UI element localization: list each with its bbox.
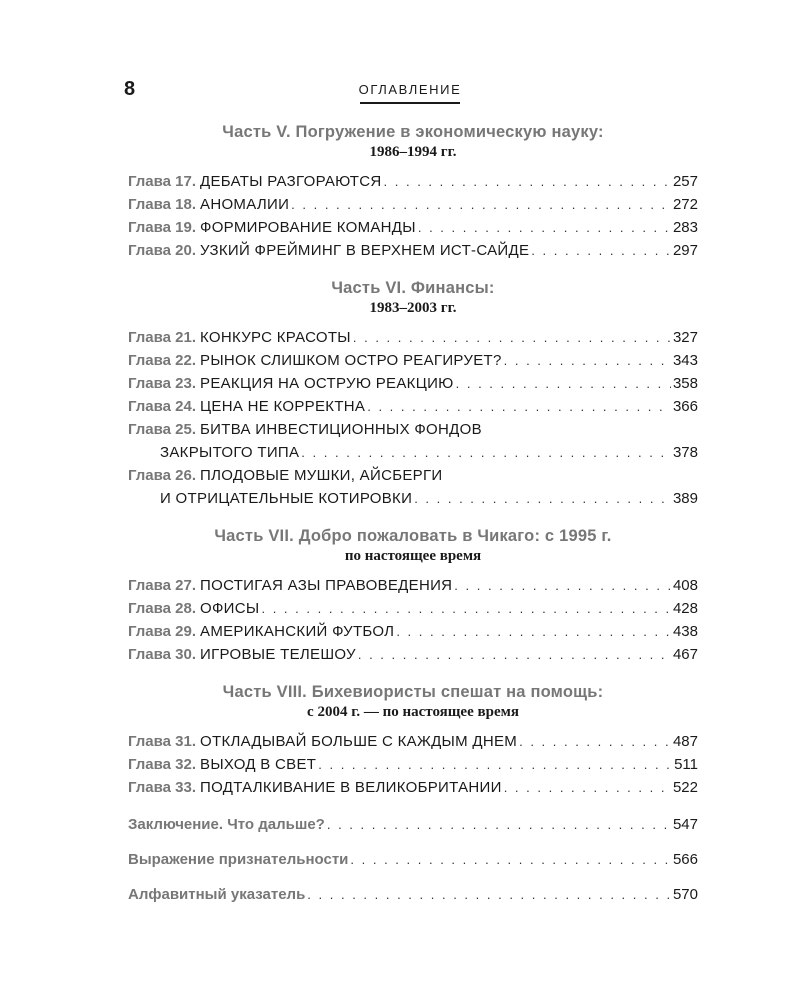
chapter-label: Глава 32.	[128, 756, 197, 773]
part-v	[128, 122, 698, 162]
leader-dots	[358, 643, 671, 666]
leader-dots	[367, 395, 671, 418]
toc-entry-backmatter[interactable]	[128, 848, 698, 871]
leader-dots	[384, 170, 671, 193]
chapter-title: ИГРОВЫЕ ТЕЛЕШОУ	[200, 646, 356, 663]
toc-entry-continuation[interactable]	[128, 441, 698, 464]
part-viii	[128, 682, 698, 722]
chapter-page: 358	[672, 375, 698, 392]
toc-entry[interactable]	[128, 776, 698, 799]
toc-entry[interactable]	[128, 239, 698, 262]
chapter-page: 487	[672, 733, 698, 750]
part-vii	[128, 526, 698, 566]
leader-dots	[454, 574, 671, 597]
chapter-page: 257	[672, 173, 698, 190]
chapter-list	[128, 170, 698, 262]
toc-entry[interactable]	[128, 395, 698, 418]
toc-entry[interactable]	[128, 753, 698, 776]
chapter-list	[128, 574, 698, 666]
chapter-label: Глава 27.	[128, 577, 197, 594]
toc-entry[interactable]	[128, 170, 698, 193]
leader-dots	[327, 813, 671, 836]
backmatter-label: Выражение признательности	[128, 851, 349, 868]
chapter-title: КОНКУРС КРАСОТЫ	[200, 329, 351, 346]
leader-dots	[396, 620, 671, 643]
part-title: Часть VI. Финансы:	[331, 279, 495, 297]
leader-dots	[261, 597, 670, 620]
chapter-page: 438	[672, 623, 698, 640]
toc-entry[interactable]	[128, 372, 698, 395]
chapter-label: Глава 28.	[128, 600, 197, 617]
chapter-label: Глава 33.	[128, 779, 197, 796]
chapter-page: 522	[672, 779, 698, 796]
leader-dots	[414, 487, 671, 510]
chapter-title: ПОДТАЛКИВАНИЕ В ВЕЛИКОБРИТАНИИ	[200, 779, 502, 796]
chapter-title: РЫНОК СЛИШКОМ ОСТРО РЕАГИРУЕТ?	[200, 352, 502, 369]
backmatter-list	[128, 813, 698, 906]
toc-entry[interactable]	[128, 193, 698, 216]
chapter-title: БИТВА ИНВЕСТИЦИОННЫХ ФОНДОВ	[200, 421, 482, 438]
chapter-page: 272	[672, 196, 698, 213]
chapter-label: Глава 23.	[128, 375, 197, 392]
chapter-title: ЦЕНА НЕ КОРРЕКТНА	[200, 398, 366, 415]
backmatter-page: 566	[672, 851, 698, 868]
toc-entry-backmatter[interactable]	[128, 883, 698, 906]
toc-entry[interactable]	[128, 216, 698, 239]
toc-entry[interactable]	[128, 464, 698, 487]
leader-dots	[291, 193, 671, 216]
chapter-title-continued: И ОТРИЦАТЕЛЬНЫЕ КОТИРОВКИ	[160, 490, 413, 507]
chapter-label: Глава 24.	[128, 398, 197, 415]
chapter-title: УЗКИЙ ФРЕЙМИНГ В ВЕРХНЕМ ИСТ-САЙДЕ	[200, 242, 530, 259]
chapter-label: Глава 29.	[128, 623, 197, 640]
leader-dots	[318, 753, 672, 776]
chapter-label: Глава 19.	[128, 219, 197, 236]
part-subtitle: по настоящее время	[344, 548, 482, 564]
part-vi	[128, 278, 698, 318]
leader-dots	[307, 883, 671, 906]
leader-dots	[418, 216, 671, 239]
chapter-title: РЕАКЦИЯ НА ОСТРУЮ РЕАКЦИЮ	[200, 375, 454, 392]
chapter-title: ПОСТИГАЯ АЗЫ ПРАВОВЕДЕНИЯ	[200, 577, 453, 594]
page-number: 8	[124, 78, 136, 100]
chapter-title: ПЛОДОВЫЕ МУШКИ, АЙСБЕРГИ	[200, 467, 443, 484]
chapter-page: 366	[672, 398, 698, 415]
toc-entry[interactable]	[128, 730, 698, 753]
leader-dots	[519, 730, 671, 753]
toc-entry[interactable]	[128, 418, 698, 441]
leader-dots	[350, 848, 671, 871]
part-title: Часть VIII. Бихевиористы спешат на помощь:	[222, 683, 604, 701]
toc-entry-continuation[interactable]	[128, 487, 698, 510]
part-subtitle: 1986–1994 гг.	[369, 144, 457, 160]
toc-entry[interactable]	[128, 326, 698, 349]
toc-entry[interactable]	[128, 643, 698, 666]
chapter-page: 297	[672, 242, 698, 259]
chapter-label: Глава 18.	[128, 196, 197, 213]
chapter-label: Глава 22.	[128, 352, 197, 369]
chapter-list	[128, 326, 698, 510]
leader-dots	[504, 349, 671, 372]
toc-entry[interactable]	[128, 349, 698, 372]
toc	[128, 118, 698, 918]
chapter-title: ФОРМИРОВАНИЕ КОМАНДЫ	[200, 219, 416, 236]
toc-entry-backmatter[interactable]	[128, 813, 698, 836]
chapter-label: Глава 20.	[128, 242, 197, 259]
chapter-label: Глава 30.	[128, 646, 197, 663]
running-header: ОГЛАВЛЕНИЕ	[358, 82, 462, 97]
chapter-page: 283	[672, 219, 698, 236]
chapter-page: 408	[672, 577, 698, 594]
leader-dots	[301, 441, 671, 464]
chapter-label: Глава 21.	[128, 329, 197, 346]
chapter-page: 378	[672, 444, 698, 461]
chapter-title: АМЕРИКАНСКИЙ ФУТБОЛ	[200, 623, 395, 640]
chapter-title: АНОМАЛИИ	[200, 196, 290, 213]
chapter-list	[128, 730, 698, 799]
header-rule	[360, 102, 460, 104]
leader-dots	[456, 372, 671, 395]
chapter-page: 467	[672, 646, 698, 663]
part-title: Часть V. Погружение в экономическую науку:	[222, 123, 604, 141]
backmatter-label: Алфавитный указатель	[128, 886, 306, 903]
toc-entry[interactable]	[128, 574, 698, 597]
chapter-title: ДЕБАТЫ РАЗГОРАЮТСЯ	[200, 173, 382, 190]
backmatter-page: 570	[672, 886, 698, 903]
part-subtitle: с 2004 г. — по настоящее время	[307, 704, 519, 720]
chapter-title-continued: ЗАКРЫТОГО ТИПА	[160, 444, 300, 461]
chapter-label: Глава 17.	[128, 173, 197, 190]
chapter-label: Глава 25.	[128, 421, 197, 438]
chapter-page: 511	[674, 756, 698, 773]
chapter-label: Глава 31.	[128, 733, 197, 750]
chapter-page: 389	[672, 490, 698, 507]
toc-entry[interactable]	[128, 597, 698, 620]
backmatter-label: Заключение. Что дальше?	[128, 816, 325, 833]
chapter-page: 343	[672, 352, 698, 369]
chapter-title: ОФИСЫ	[200, 600, 260, 617]
chapter-title: ОТКЛАДЫВАЙ БОЛЬШЕ С КАЖДЫМ ДНЕМ	[200, 733, 518, 750]
chapter-page: 327	[672, 329, 698, 346]
part-subtitle: 1983–2003 гг.	[369, 300, 457, 316]
leader-dots	[504, 776, 671, 799]
chapter-page: 428	[672, 600, 698, 617]
toc-entry[interactable]	[128, 620, 698, 643]
chapter-label: Глава 26.	[128, 467, 197, 484]
leader-dots	[353, 326, 671, 349]
backmatter-page: 547	[672, 816, 698, 833]
chapter-title: ВЫХОД В СВЕТ	[200, 756, 317, 773]
part-title: Часть VII. Добро пожаловать в Чикаго: с 1995 г.	[214, 527, 612, 545]
leader-dots	[531, 239, 671, 262]
